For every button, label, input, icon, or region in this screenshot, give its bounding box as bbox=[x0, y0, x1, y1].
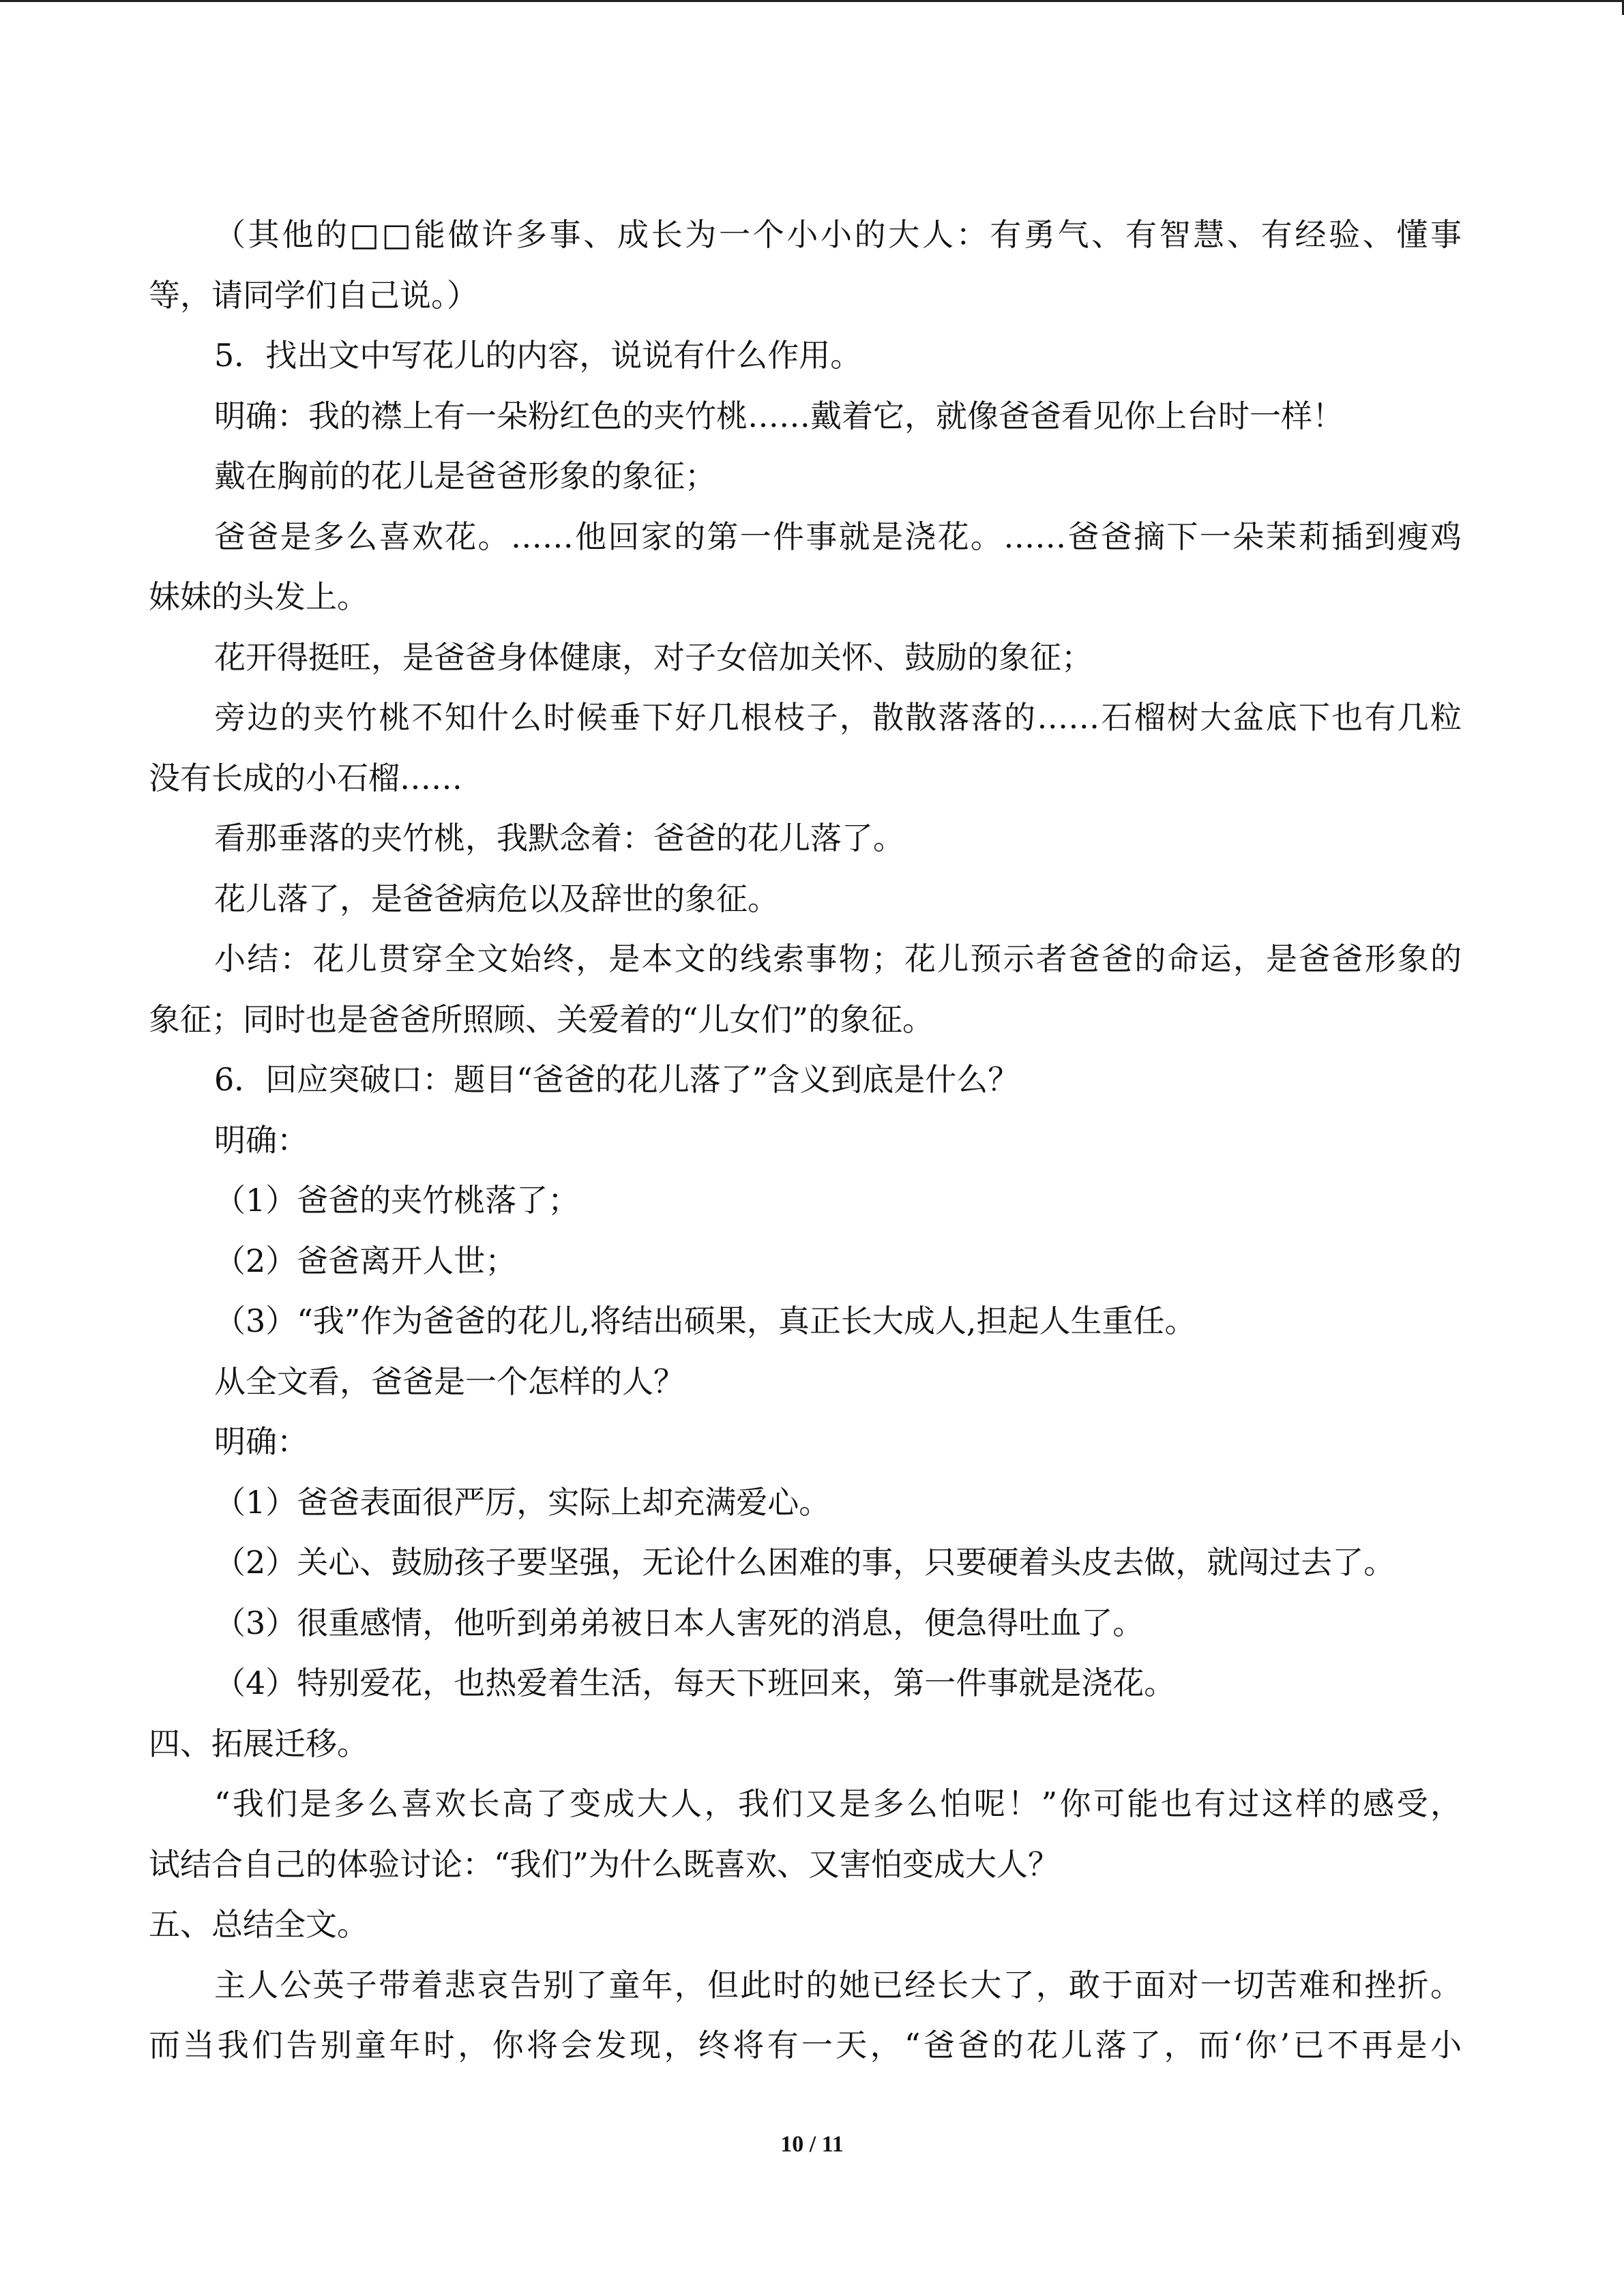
list-item: （4）特别爱花，也热爱着生活，每天下班回来，第一件事就是浇花。 bbox=[214, 1665, 1176, 1701]
answer-label: 明确： bbox=[214, 1423, 308, 1460]
question-heading: 5．找出文中写花儿的内容，说说有什么作用。 bbox=[214, 337, 862, 374]
list-item: （3）“我”作为爸爸的花儿,将结出硕果，真正长大成人,担起人生重任。 bbox=[214, 1302, 1196, 1339]
paragraph-line: 而当我们告别童年时，你将会发现，终将有一天，“爸爸的花儿落了，而‘你’已不再是小 bbox=[149, 2027, 1462, 2063]
paragraph-line: 妹妹的头发上。 bbox=[149, 578, 368, 615]
paragraph-line: 没有长成的小石榴…… bbox=[149, 759, 462, 796]
paragraph-line: （其他的□□能做许多事、成长为一个小小的大人：有勇气、有智慧、有经验、懂事 bbox=[214, 216, 1462, 253]
document-body bbox=[149, 205, 1462, 2076]
summary-line: 小结：花儿贯穿全文始终，是本文的线索事物；花儿预示者爸爸的命运，是爸爸形象的 bbox=[214, 940, 1462, 977]
paragraph-line: 主人公英子带着悲哀告别了童年，但此时的她已经长大了，敢于面对一切苦难和挫折。 bbox=[214, 1966, 1462, 2003]
paragraph-line: 花开得挺旺，是爸爸身体健康，对子女倍加关怀、鼓励的象征； bbox=[214, 638, 1093, 676]
paragraph-line: 试结合自己的体验讨论：“我们”为什么既喜欢、又害怕变成大人？ bbox=[149, 1845, 1060, 1883]
answer-line: 明确：我的襟上有一朵粉红色的夹竹桃……戴着它，就像爸爸看见你上台时一样！ bbox=[214, 397, 1344, 434]
page-number: 10 / 11 bbox=[780, 2132, 844, 2157]
paragraph-line: 等，请同学们自己说。） bbox=[149, 276, 478, 314]
question-line: 从全文看，爸爸是一个怎样的人？ bbox=[214, 1362, 685, 1400]
paragraph-line: 旁边的夹竹桃不知什么时候垂下好几根枝子，散散落落的……石榴树大盆底下也有几粒 bbox=[214, 699, 1462, 736]
top-border-rule bbox=[0, 0, 1624, 2]
section-heading: 四、拓展迁移。 bbox=[149, 1725, 368, 1762]
paragraph-line: 花儿落了，是爸爸病危以及辞世的象征。 bbox=[214, 880, 779, 917]
answer-label: 明确： bbox=[214, 1121, 308, 1159]
section-heading: 五、总结全文。 bbox=[149, 1906, 368, 1943]
paragraph-line: 看那垂落的夹竹桃，我默念着：爸爸的花儿落了。 bbox=[214, 820, 904, 856]
paragraph-line: 爸爸是多么喜欢花。……他回家的第一件事就是浇花。……爸爸摘下一朵茉莉插到瘦鸡 bbox=[214, 518, 1462, 555]
list-item: （2）关心、鼓励孩子要坚强，无论什么困难的事，只要硬着头皮去做，就闯过去了。 bbox=[214, 1544, 1396, 1581]
list-item: （1）爸爸的夹竹桃落了； bbox=[214, 1182, 580, 1219]
question-heading: 6．回应突破口：题目“爸爸的花儿落了”含义到底是什么？ bbox=[214, 1061, 1020, 1098]
list-item: （1）爸爸表面很严厉，实际上却充满爱心。 bbox=[214, 1483, 831, 1521]
list-item: （3）很重感情，他听到弟弟被日本人害死的消息，便急得吐血了。 bbox=[214, 1604, 1145, 1641]
list-item: （2）爸爸离开人世； bbox=[214, 1242, 517, 1279]
paragraph-line: “我们是多么喜欢长高了变成大人，我们又是多么怕呢！”你可能也有过这样的感受， bbox=[214, 1785, 1462, 1822]
summary-line: 象征；同时也是爸爸所照顾、关爱着的“儿女们”的象征。 bbox=[149, 1000, 934, 1038]
paragraph-line: 戴在胸前的花儿是爸爸形象的象征； bbox=[214, 458, 716, 494]
